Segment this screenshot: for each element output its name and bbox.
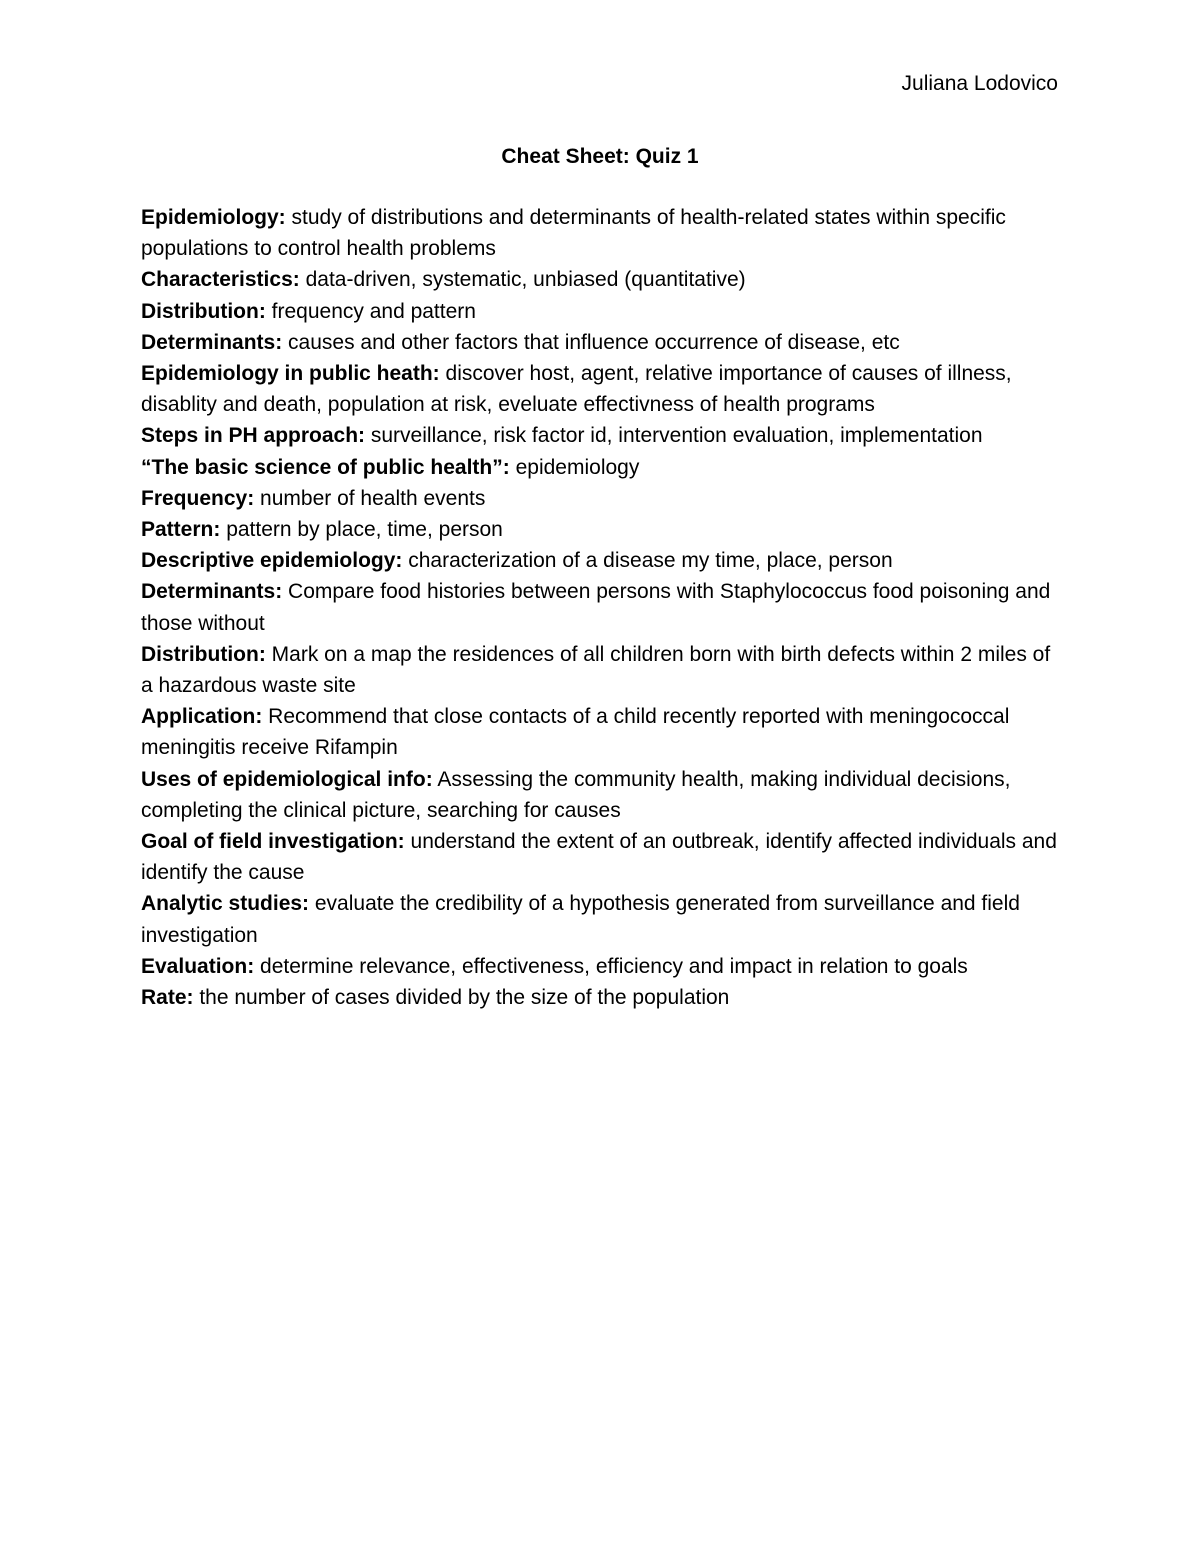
- definition-entry-application: [141, 701, 1061, 763]
- entry-term: Uses of epidemiological info:: [141, 767, 433, 791]
- entry-term: Pattern:: [141, 518, 221, 542]
- entry-term: Determinants:: [141, 330, 283, 354]
- definition-entry-rate: [141, 982, 1061, 1013]
- entry-definition: study of distributions and determinants of health-related states within specific populations to control health problems: [141, 206, 1006, 261]
- entry-term: Epidemiology in public heath:: [141, 362, 440, 386]
- definitions-list: [141, 202, 1061, 1013]
- entry-definition: frequency and pattern: [265, 299, 476, 323]
- entry-term: Epidemiology:: [141, 206, 286, 229]
- definition-entry-field-investigation: [141, 826, 1061, 888]
- entry-definition: Assessing the community health, making individual decisions, completing the clinical picture, searching for causes: [141, 767, 1011, 822]
- entry-definition: discover host, agent, relative importance of causes of illness, disablity and death, population at risk, eveluate effectivness of health programs: [141, 362, 1012, 417]
- definition-entry-determinants: [141, 327, 1061, 358]
- entry-definition: Compare food histories between persons with Staphylococcus food poisoning and those without: [141, 580, 1051, 635]
- page-title: Cheat Sheet: Quiz 1: [501, 145, 699, 168]
- entry-term: Distribution:: [141, 642, 266, 666]
- entry-definition: number of health events: [254, 486, 486, 510]
- author-name: Juliana Lodovico: [901, 72, 1058, 95]
- definition-entry-epidemiology-public-health: [141, 358, 1061, 420]
- entry-definition: the number of cases divided by the size of the population: [193, 986, 730, 1010]
- entry-definition: pattern by place, time, person: [220, 518, 503, 542]
- entry-definition: understand the extent of an outbreak, identify affected individuals and identify the cause: [141, 830, 1057, 885]
- definition-entry-pattern: [141, 514, 1061, 545]
- definition-entry-distribution: [141, 296, 1061, 327]
- entry-definition: characterization of a disease my time, place, person: [402, 549, 893, 573]
- entry-definition: causes and other factors that influence occurrence of disease, etc: [282, 330, 900, 354]
- definition-entry-characteristics: [141, 264, 1061, 295]
- entry-definition: epidemiology: [509, 455, 640, 479]
- entry-term: Determinants:: [141, 580, 283, 604]
- entry-definition: Recommend that close contacts of a child recently reported with meningococcal meningitis receive Rifampin: [141, 705, 1010, 760]
- entry-definition: evaluate the credibility of a hypothesis generated from surveillance and field investigation: [141, 892, 1020, 947]
- entry-term: Analytic studies:: [141, 892, 310, 916]
- entry-term: “The basic science of public health”:: [141, 455, 510, 479]
- entry-term: Distribution:: [141, 299, 266, 323]
- definition-entry-analytic-studies: [141, 888, 1061, 950]
- entry-term: Frequency:: [141, 486, 255, 510]
- entry-term: Evaluation:: [141, 954, 255, 978]
- entry-definition: data-driven, systematic, unbiased (quantitative): [299, 268, 746, 292]
- definition-entry-basic-science: [141, 452, 1061, 483]
- definition-entry-descriptive-epidemiology: [141, 545, 1061, 576]
- entry-term: Descriptive epidemiology:: [141, 549, 403, 573]
- definition-entry-frequency: [141, 483, 1061, 514]
- entry-definition: determine relevance, effectiveness, efficiency and impact in relation to goals: [254, 954, 968, 978]
- definition-entry-distribution-example: [141, 639, 1061, 701]
- definition-entry-epidemiology: [141, 202, 1061, 264]
- definition-entry-uses-info: [141, 764, 1061, 826]
- entry-definition: surveillance, risk factor id, intervention evaluation, implementation: [365, 424, 983, 448]
- entry-definition: Mark on a map the residences of all children born with birth defects within 2 miles of a hazardous waste site: [141, 642, 1051, 698]
- definition-entry-steps-ph-approach: [141, 420, 1061, 451]
- entry-term: Steps in PH approach:: [141, 424, 366, 448]
- entry-term: Characteristics:: [141, 268, 300, 292]
- entry-term: Goal of field investigation:: [141, 830, 405, 854]
- definition-entry-evaluation: [141, 951, 1061, 982]
- entry-term: Rate:: [141, 986, 194, 1010]
- definition-entry-determinants-example: [141, 576, 1061, 638]
- entry-term: Application:: [141, 705, 263, 729]
